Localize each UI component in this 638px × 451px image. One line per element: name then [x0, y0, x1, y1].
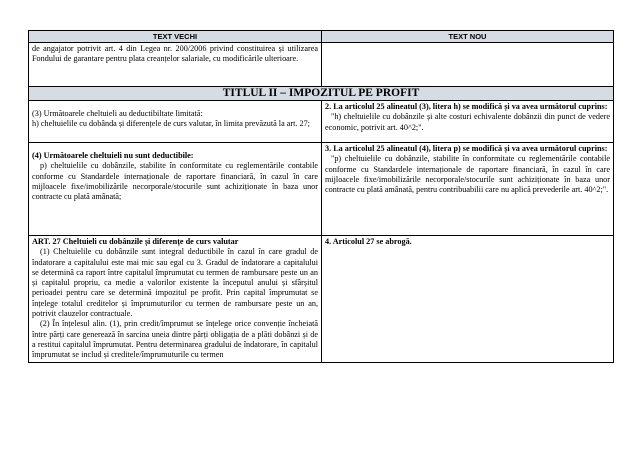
amendment-text: "h) cheltuielile cu dobânzile și alte costuri echivalente dobânzii din punct de vedere economic, potrivit art. 40^2;". [325, 112, 610, 132]
new-cell: 4. Articolul 27 se abrogă. [322, 236, 614, 363]
section-title: TITLUL II – IMPOZITUL PE PROFIT [29, 87, 614, 101]
amendment-text: "p) cheltuielile cu dobânzile, stabilite în conformitate cu reglementările contabile conforme cu Standardele internaționale de raportare financiară, în cazul în care mijloacele fixe/imobilizările necorporale/stocurile sunt achiziționate în baza unor contracte cu plată amânată, pentru contribuabilii care nu aplică prevederile art. 40^2;". [325, 154, 610, 195]
old-cell [29, 101, 322, 143]
new-cell [322, 43, 614, 87]
header-row [29, 31, 614, 43]
article-heading: ART. 27 Cheltuieli cu dobânzile și diferențe de curs valutar [32, 237, 239, 246]
new-cell [322, 143, 614, 236]
amendment-heading: 2. La articolul 25 alineatul (3), litera h) se modifică și va avea următorul cuprins: [325, 102, 608, 111]
old-cell [29, 143, 322, 236]
section-title-row [29, 87, 614, 101]
new-cell [322, 101, 614, 143]
comparison-table [28, 30, 614, 363]
table-row [29, 43, 614, 87]
article-paragraph: (2) În înțelesul alin. (1), prin credit/împrumut se înțelege orice convenție încheiată între părți care generează în sarcina uneia dintre părți obligația de a plăti dobânzi și de a restitui capitalul împrumutat. Pentru determinarea gradului de îndatorare, în capitalul împrumutat se includ și creditele/împrumuturile cu termen [32, 319, 318, 360]
old-cell [29, 236, 322, 363]
table-row [29, 236, 614, 363]
old-text-line: (3) Următoarele cheltuieli au deductibiltate limitată: [32, 109, 203, 118]
old-cell: de angajator potrivit art. 4 din Legea nr. 200/2006 privind constituirea și utilizarea Fondului de garantare pentru plata creanțelor salariale, cu modificările ulterioare. [29, 43, 322, 87]
amendment-heading: 3. La articolul 25 alineatul (4), litera p) se modifică și va avea următorul cuprins: [325, 144, 608, 153]
old-heading: (4) Următoarele cheltuieli nu sunt deductibile: [32, 151, 194, 160]
article-paragraph: (1) Cheltuielile cu dobânzile sunt integral deductibile în cazul în care gradul de îndatorare a capitalului este mai mic sau egal cu 3. Gradul de îndatorare a capitalului se determină ca raport între capitalul împrumutat cu termen de rambursare peste un an și capitalul propriu, ca medie a valorilor existente la începutul anului și sfârșitul perioadei pentru care se determină impozitul pe profit. Prin capital împrumutat se înțelege totalul creditelor și împrumuturilor cu termen de rambursare peste un an, potrivit clauzelor contractuale. [32, 247, 318, 319]
header-old-text: TEXT VECHI [29, 31, 322, 43]
table-row [29, 143, 614, 236]
header-new-text: TEXT NOU [322, 31, 614, 43]
table-row [29, 101, 614, 143]
old-text-line: h) cheltuielile cu dobânda și diferențele de curs valutar, în limita prevăzută la art. 27; [32, 119, 310, 129]
old-text: p) cheltuielile cu dobânzile, stabilite în conformitate cu reglementările contabile conforme cu Standardele internaționale de raportare financiară, în cazul în care mijloacele fixe/imobilizările necorporale/stocurile sunt achiziționate în baza unor contracte cu plată amânată; [32, 161, 318, 202]
